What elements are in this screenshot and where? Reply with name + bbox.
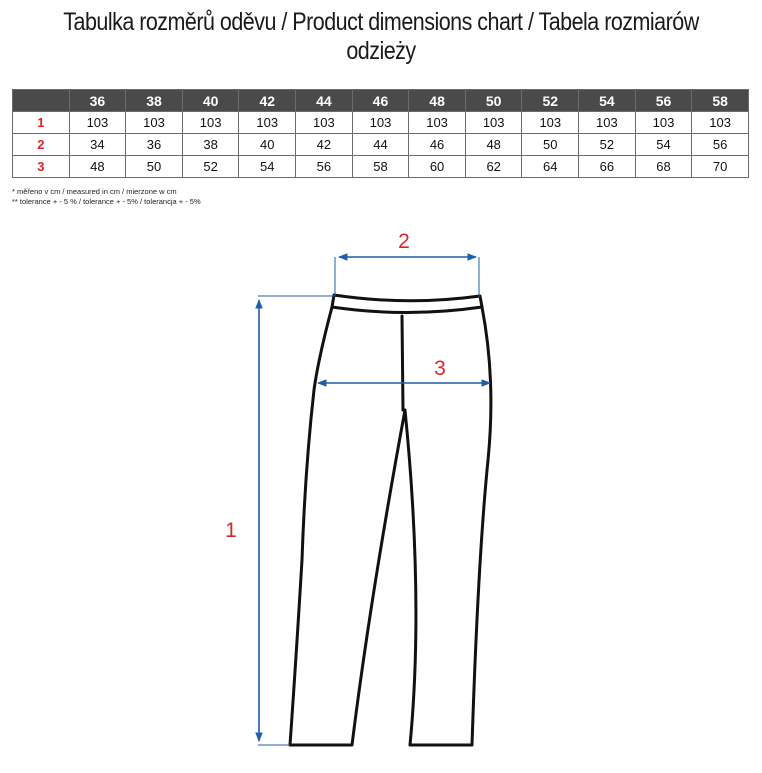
- size-header: 52: [522, 90, 579, 112]
- row-label: 3: [13, 156, 70, 178]
- size-header: 36: [69, 90, 126, 112]
- size-header: 54: [579, 90, 636, 112]
- table-cell: 103: [409, 112, 466, 134]
- table-cell: 70: [692, 156, 749, 178]
- table-cell: 68: [635, 156, 692, 178]
- waist-label: 2: [398, 230, 410, 253]
- table-cell: 103: [126, 112, 183, 134]
- length-label: 1: [225, 519, 237, 542]
- table-cell: 36: [126, 134, 183, 156]
- trousers-outline: [290, 295, 491, 745]
- footnote-tolerance: ** tolerance + - 5 % / tolerance + - 5% / tolerancja + - 5%: [12, 197, 201, 206]
- table-cell: 66: [579, 156, 636, 178]
- table-cell: 58: [352, 156, 409, 178]
- page-title: Tabulka rozměrů oděvu / Product dimensions chart / Tabela rozmiarów odzieży: [63, 8, 699, 65]
- size-header: 40: [182, 90, 239, 112]
- table-cell: 50: [522, 134, 579, 156]
- table-cell: 42: [296, 134, 353, 156]
- size-header: 50: [465, 90, 522, 112]
- table-cell: 103: [352, 112, 409, 134]
- table-cell: 103: [465, 112, 522, 134]
- table-cell: 103: [296, 112, 353, 134]
- table-cell: 64: [522, 156, 579, 178]
- inseam-fly: [402, 316, 403, 410]
- size-header: 48: [409, 90, 466, 112]
- table-cell: 34: [69, 134, 126, 156]
- table-cell: 56: [296, 156, 353, 178]
- size-header: 46: [352, 90, 409, 112]
- row-label: 2: [13, 134, 70, 156]
- table-cell: 103: [579, 112, 636, 134]
- trousers-body: [290, 307, 491, 745]
- table-cell: 46: [409, 134, 466, 156]
- table-cell: 52: [182, 156, 239, 178]
- table-cell: 52: [579, 134, 636, 156]
- size-header: 56: [635, 90, 692, 112]
- table-cell: 103: [522, 112, 579, 134]
- size-header: 42: [239, 90, 296, 112]
- table-cell: 54: [239, 156, 296, 178]
- table-cell: 103: [182, 112, 239, 134]
- size-header: 44: [296, 90, 353, 112]
- table-cell: 103: [635, 112, 692, 134]
- table-cell: 103: [692, 112, 749, 134]
- table-cell: 50: [126, 156, 183, 178]
- table-cell: 48: [465, 134, 522, 156]
- guide-lines: [258, 257, 479, 745]
- table-cell: 103: [239, 112, 296, 134]
- row-label: 1: [13, 112, 70, 134]
- table-cell: 54: [635, 134, 692, 156]
- table-cell: 38: [182, 134, 239, 156]
- table-cell: 48: [69, 156, 126, 178]
- footnote-unit: * měřeno v cm / measured in cm / mierzone w cm: [12, 187, 177, 196]
- table-cell: 62: [465, 156, 522, 178]
- table-cell: 44: [352, 134, 409, 156]
- table-cell: 103: [69, 112, 126, 134]
- hip-label: 3: [434, 357, 446, 380]
- size-header: 58: [692, 90, 749, 112]
- table-cell: 60: [409, 156, 466, 178]
- size-header: 38: [126, 90, 183, 112]
- table-cell: 56: [692, 134, 749, 156]
- waistband: [332, 295, 482, 313]
- table-cell: 40: [239, 134, 296, 156]
